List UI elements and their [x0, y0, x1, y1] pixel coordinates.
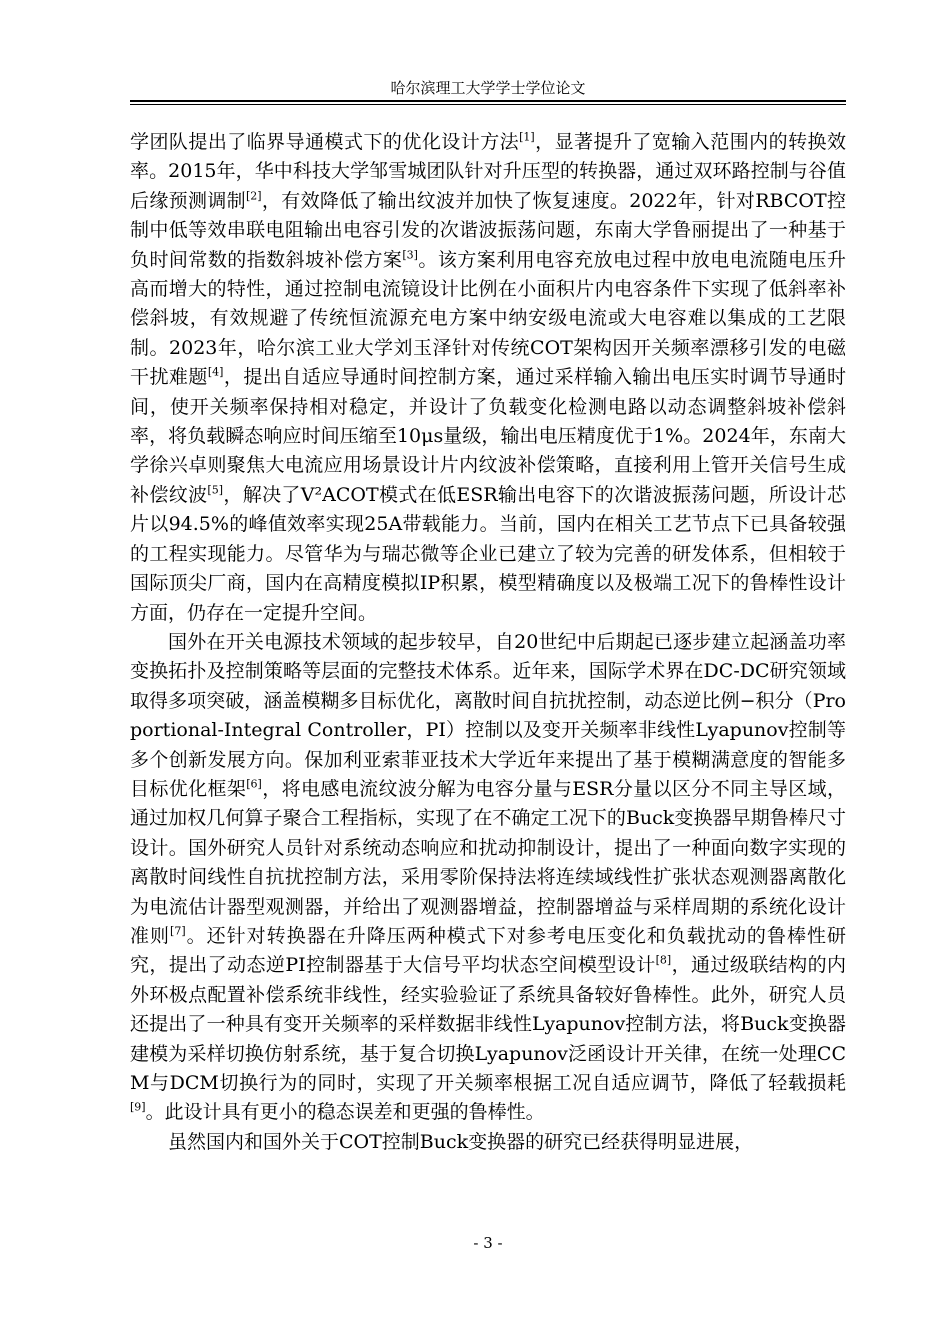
text-run: 。此设计具有更小的稳态误差和更强的鲁棒性。 [145, 1101, 545, 1124]
citation-ref: [5] [207, 483, 224, 497]
citation-ref: [2] [246, 189, 262, 203]
text-run: 学团队提出了临界导通模式下的优化设计方法 [130, 131, 520, 153]
citation-ref: [9] [130, 1101, 146, 1115]
paragraph [130, 628, 846, 1128]
text-run: ，将电感电流纹波分解为电容分量与ESR分量以区分不同主导区域，通过加权几何算子聚合工程指标，实现了在不确定工况下的Buck变换器早期鲁棒尺寸设计。国外研究人员针对系统动态响应和扰动抑制设计，提出了一种面向数字实现的离散时间线性自抗扰控制方法，采用零阶保持法将连续域线性扩张状态观测器离散化为电流估计器型观测器，并给出了观测器增益，控制器增益与采样周期的系统化设计准则 [130, 777, 846, 947]
text-run: ，通过级联结构的内外环极点配置补偿系统非线性，经实验验证了系统具备较好鲁棒性。此外，研究人员还提出了一种具有变开关频率的采样数据非线性Lyapunov控制方法，将Buck变换器建模为采样切换仿射系统，基于复合切换Lyapunov泛函设计开关律，在统一处理CCM与DCM切换行为的同时，实现了开关频率根据工况自适应调节，降低了轻载损耗 [130, 954, 846, 1094]
text-run: ，解决了V²ACOT模式在低ESR输出电容下的次谐波振荡问题，所设计芯片以94.5%的峰值效率实现25A带载能力。当前，国内在相关工艺节点下已具备较强的工程实现能力。尽管华为与瑞芯微等企业已建立了较为完善的研发体系，但相较于国际顶尖厂商，国内在高精度模拟IP积累，模型精确度以及极端工况下的鲁棒性设计方面，仍存在一定提升空间。 [130, 483, 846, 624]
text-run: ，有效降低了输出纹波并加快了恢复速度。2022年，针对RBCOT控制中低等效串联电阻输出电容引发的次谐波振荡问题，东南大学鲁丽提出了一种基于负时间常数的指数斜坡补偿方案 [130, 189, 846, 271]
citation-ref: [6] [246, 777, 262, 791]
paragraph [130, 128, 846, 628]
citation-ref: [8] [655, 954, 672, 968]
citation-ref: [7] [170, 924, 186, 938]
header-rule [130, 100, 846, 102]
text-run: ，提出自适应导通时间控制方案，通过采样输入输出电压实时调节导通时间，使开关频率保持相对稳定，并设计了负载变化检测电路以动态调整斜坡补偿斜率，将负载瞬态响应时间压缩至10μs量级，输出电压精度优于1%。2024年，东南大学徐兴卓则聚焦大电流应用场景设计片内纹波补偿策略，直接利用上管开关信号生成补偿纹波 [130, 366, 846, 506]
text-run: 虽然国内和国外关于COT控制Buck变换器的研究已经获得明显进展， [168, 1130, 754, 1153]
running-header: 哈尔滨理工大学学士学位论文 [390, 79, 586, 97]
text-run: ，显著提升了宽输入范围内的转换效率。2015年，华中科技大学邹雪城团队针对升压型的转换器，通过双环路控制与谷值后缘预测调制 [130, 131, 846, 212]
text-run: 国外在开关电源技术领域的起步较早，自20世纪中后期起已逐步建立起涵盖功率变换拓扑及控制策略等层面的完整技术体系。近年来，国际学术界在DC-DC研究领域取得多项突破，涵盖模糊多目标优化，离散时间自抗扰控制，动态逆比例−积分（Proportional-Integral Controller，PI）控制以及变开关频率非线性Lyapunov控制等多个创新发展方向。保加利亚索菲亚技术大学近年来提出了基于模糊满意度的智能多目标优化框架 [130, 630, 846, 800]
header-rule-thin [130, 104, 846, 105]
citation-ref: [3] [402, 248, 418, 262]
citation-ref: [4] [207, 365, 224, 379]
text-run: 。还针对转换器在升降压两种模式下对参考电压变化和负载扰动的鲁棒性研究，提出了动态逆PI控制器基于大信号平均状态空间模型设计 [130, 924, 846, 977]
text-run: 。该方案利用电容充放电过程中放电电流随电压升高而增大的特性，通过控制电流镜设计比例在小面积片内电容条件下实现了低斜率补偿斜坡，有效规避了传统恒流源充电方案中纳安级电流或大电容难以集成的工艺限制。2023年，哈尔滨工业大学刘玉泽针对传统COT架构因开关频率漂移引发的电磁干扰难题 [130, 248, 846, 389]
page-number: - 3 - [473, 1234, 503, 1252]
paragraph [130, 1128, 846, 1157]
body-text [130, 128, 846, 1157]
citation-ref: [1] [519, 130, 535, 144]
